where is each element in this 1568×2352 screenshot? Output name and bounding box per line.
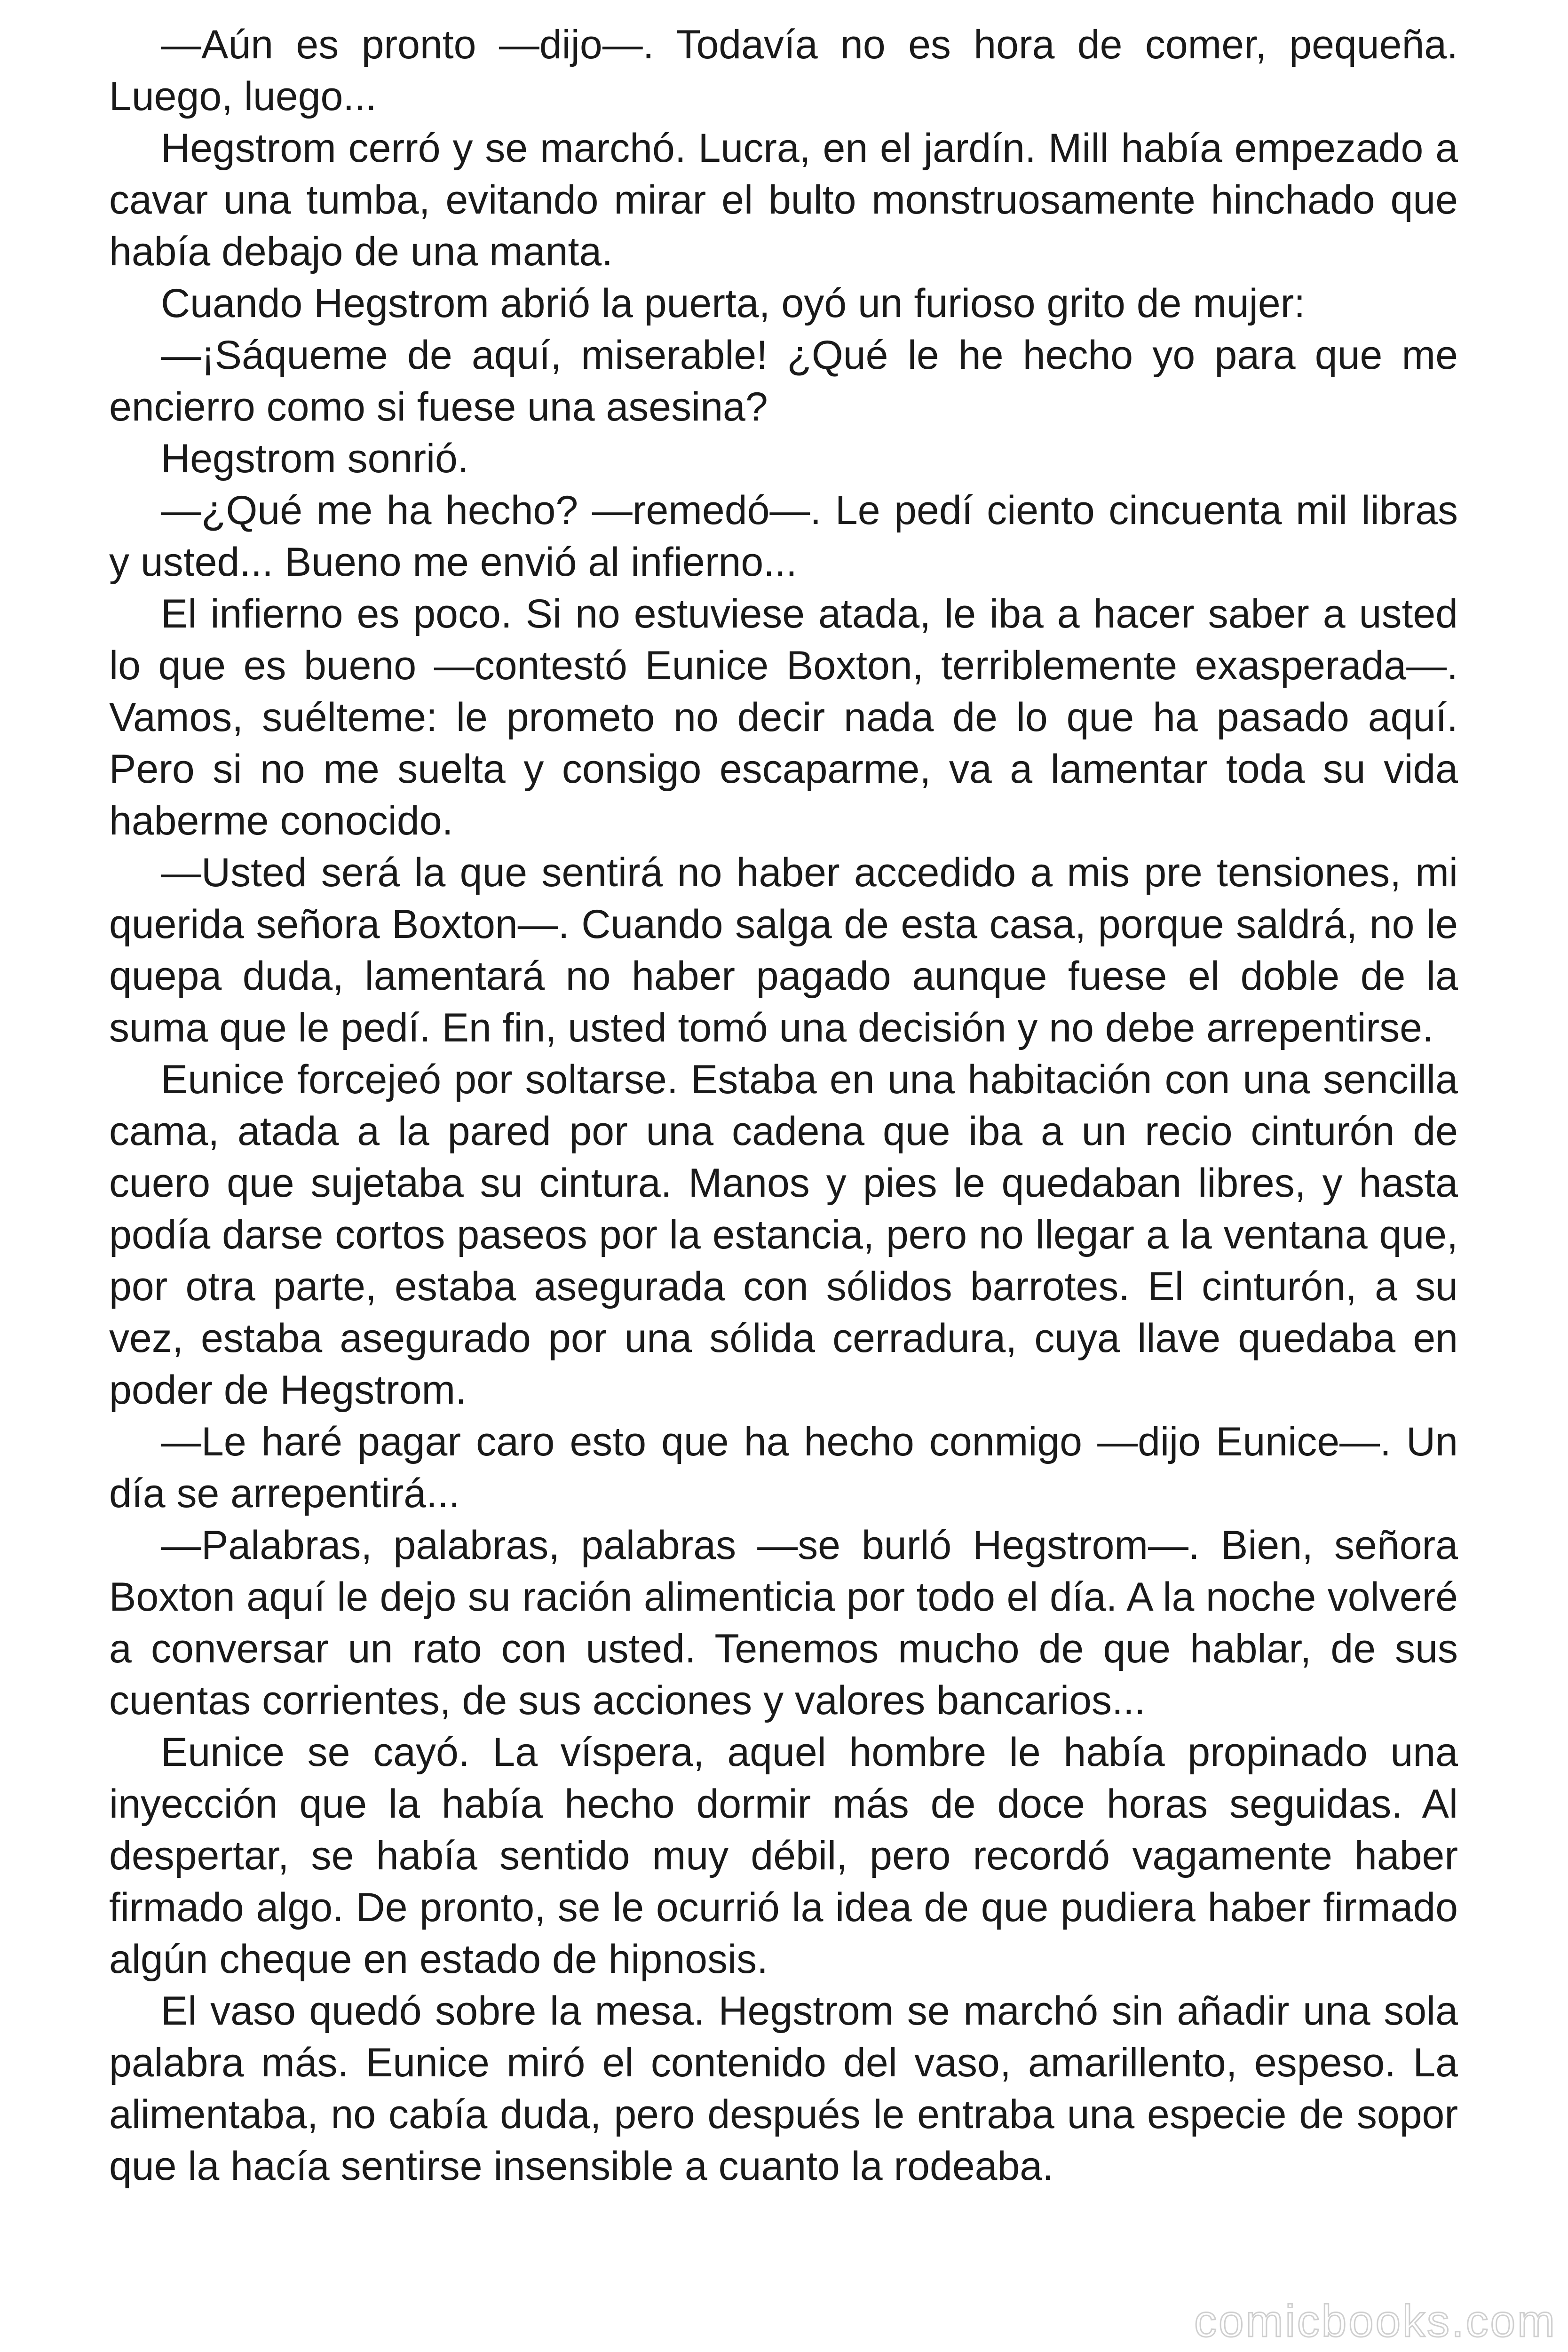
- paragraph-8: —Usted será la que sentirá no haber accedido a mis pre tensiones, mi querida señora Boxton—. Cuando salga de esta casa, porque saldrá, no le quepa duda, lamentará no haber pagado aunque fuese el doble de la suma que le pedí. En fin, usted tomó una decisión y no debe arrepentirse.: [109, 850, 1458, 1050]
- paragraph-10: —Le haré pagar caro esto que ha hecho conmigo —dijo Eunice—. Un día se arrepentirá...: [109, 1419, 1458, 1516]
- paragraph-12: Eunice se cayó. La víspera, aquel hombre le había propinado una inyección que la había hecho dormir más de doce horas seguidas. Al despertar, se había sentido muy débil, pero recordó vagamente haber firmado algo. De pronto, se le ocurrió la idea de que pudiera haber firmado algún cheque en estado de hipnosis.: [109, 1730, 1458, 1982]
- page-text: [109, 19, 1458, 2192]
- paragraph-4: —¡Sáqueme de aquí, miserable! ¿Qué le he hecho yo para que me encierro como si fuese una asesina?: [109, 333, 1458, 429]
- paragraph-6: —¿Qué me ha hecho? —remedó—. Le pedí ciento cincuenta mil libras y usted... Bueno me envió al infierno...: [109, 488, 1458, 585]
- paragraph-7: El infierno es poco. Si no estuviese atada, le iba a hacer saber a usted lo que es bueno —contestó Eunice Boxton, terriblemente exasperada—. Vamos, suélteme: le prometo no decir nada de lo que ha pasado aquí. Pero si no me suelta y consigo escaparme, va a lamentar toda su vida haberme conocido.: [109, 591, 1458, 843]
- paragraph-5: Hegstrom sonrió.: [161, 436, 469, 481]
- paragraph-1: —Aún es pronto —dijo—. Todavía no es hora de comer, pequeña. Luego, luego...: [109, 22, 1458, 119]
- paragraph-9: Eunice forcejeó por soltarse. Estaba en una habitación con una sencilla cama, atada a la pared por una cadena que iba a un recio cinturón de cuero que sujetaba su cintura. Manos y pies le quedaban libres, y hasta podía darse cortos paseos por la estancia, pero no llegar a la ventana que, por otra parte, estaba asegurada con sólidos barrotes. El cinturón, a su vez, estaba asegurado por una sólida cerradura, cuya llave quedaba en poder de Hegstrom.: [109, 1057, 1458, 1413]
- watermark: comicbooks.com: [1194, 2296, 1557, 2346]
- paragraph-11: —Palabras, palabras, palabras —se burló Hegstrom—. Bien, señora Boxton aquí le dejo su ración alimenticia por todo el día. A la noche volveré a conversar un rato con usted. Tenemos mucho de que hablar, de sus cuentas corrientes, de sus acciones y valores bancarios...: [109, 1523, 1458, 1723]
- paragraph-13: El vaso quedó sobre la mesa. Hegstrom se marchó sin añadir una sola palabra más. Eunice miró el contenido del vaso, amarillento, espeso. La alimentaba, no cabía duda, pero después le entraba una especie de sopor que la hacía sentirse insensible a cuanto la rodeaba.: [109, 1988, 1458, 2189]
- paragraph-2: Hegstrom cerró y se marchó. Lucra, en el jardín. Mill había empezado a cavar una tumba, evitando mirar el bulto monstruosamente hinchado que había debajo de una manta.: [109, 126, 1458, 274]
- paragraph-3: Cuando Hegstrom abrió la puerta, oyó un furioso grito de mujer:: [161, 281, 1306, 326]
